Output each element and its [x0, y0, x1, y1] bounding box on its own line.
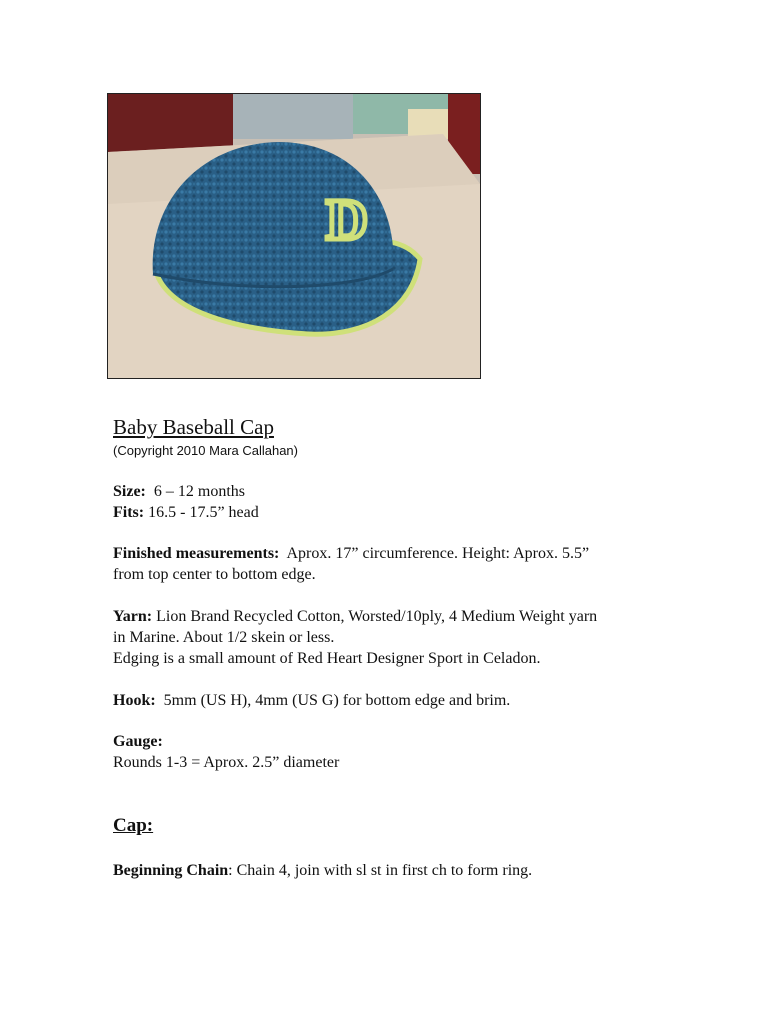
beginning-chain-label: Beginning Chain [113, 862, 229, 879]
finished-label: Finished measurements: [113, 545, 280, 562]
cap-section-heading: Cap: [113, 815, 154, 836]
hook-label: Hook: [113, 692, 156, 709]
beginning-chain-value: : Chain 4, join with sl st in first ch to form ring. [228, 862, 533, 879]
yarn-line-2: in Marine. About 1/2 skein or less. [113, 629, 335, 646]
yarn-line-1: Lion Brand Recycled Cotton, Worsted/10ply, 4 Medium Weight yarn [156, 608, 598, 625]
size-label: Size: [113, 483, 146, 500]
beginning-chain-line [113, 860, 713, 881]
cap-letter: D [326, 187, 368, 252]
yarn-label: Yarn: [113, 608, 153, 625]
page-title: Baby Baseball Cap [113, 415, 274, 439]
gauge-section [113, 731, 713, 773]
copyright-line: (Copyright 2010 Mara Callahan) [113, 443, 298, 458]
yarn-section [113, 606, 713, 669]
finished-line-2: from top center to bottom edge. [113, 566, 316, 583]
yarn-line-3: Edging is a small amount of Red Heart Designer Sport in Celadon. [113, 650, 541, 667]
cap-photo [107, 93, 481, 379]
gauge-value: Rounds 1-3 = Aprox. 2.5” diameter [113, 754, 340, 771]
size-value: 6 – 12 months [153, 483, 245, 500]
hook-line [113, 690, 713, 711]
fits-label: Fits: [113, 504, 145, 521]
hook-value: 5mm (US H), 4mm (US G) for bottom edge and brim. [163, 692, 511, 709]
finished-measurements [113, 543, 713, 585]
fits-value: 16.5 - 17.5” head [148, 504, 259, 521]
finished-line-1: Aprox. 17” circumference. Height: Aprox. 5.5” [286, 545, 590, 562]
fits-line [113, 502, 713, 523]
gauge-label: Gauge: [113, 733, 163, 750]
size-line [113, 481, 713, 502]
